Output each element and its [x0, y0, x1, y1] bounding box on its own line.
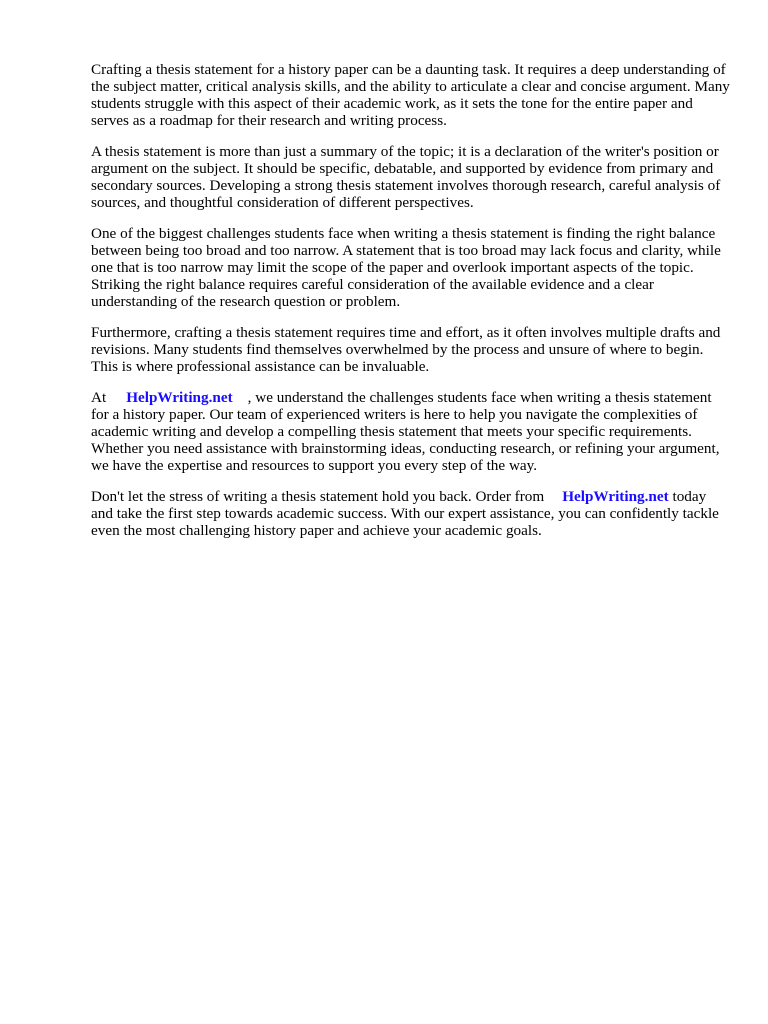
helpwriting-link[interactable]: HelpWriting.net: [126, 389, 233, 406]
paragraph-service-lead: At: [91, 389, 107, 406]
paragraph-challenges: One of the biggest challenges students face when writing a thesis statement is finding the right balance between being too broad and too narrow. A statement that is too broad may lack focus and clarity, while one that is too narrow may limit the scope of the paper and overlook important aspects of the topic. Striking the right balance requires careful consideration of the available evidence and a clear understanding of the research question or problem.: [91, 225, 721, 310]
paragraph-intro: Crafting a thesis statement for a history paper can be a daunting task. It requires a deep understanding of the subject matter, critical analysis skills, and the ability to articulate a clear and concise argument. Many students struggle with this aspect of their academic work, as it sets the tone for the entire paper and serves as a roadmap for their research and writing process.: [91, 61, 730, 129]
paragraph-cta-lead: Don't let the stress of writing a thesis statement hold you back. Order from: [91, 488, 545, 505]
helpwriting-order-link[interactable]: HelpWriting.net: [562, 488, 669, 505]
paragraph-thesis-definition: A thesis statement is more than just a summary of the topic; it is a declaration of the writer's position or argument on the subject. It should be specific, debatable, and supported by evidence from primary and secondary sources. Developing a strong thesis statement involves thorough research, careful analysis of sources, and thoughtful consideration of different perspectives.: [91, 143, 721, 211]
paragraph-cta-rest: today and take the first step towards academic success. With our expert assistance, you can confidently tackle even the most challenging history paper and achieve your academic goals.: [91, 488, 719, 539]
paragraph-call-to-action: [91, 488, 731, 539]
paragraph-service-rest: , we understand the challenges students face when writing a thesis statement for a history paper. Our team of experienced writers is here to help you navigate the complexities of academic writing and develop a compelling thesis statement that meets your specific requirements. Whether you need assistance with brainstorming ideas, conducting research, or refining your argument, we have the expertise and resources to support you every step of the way.: [91, 389, 720, 474]
document-body: [91, 61, 731, 553]
paragraph-service: [91, 389, 731, 474]
paragraph-effort: Furthermore, crafting a thesis statement requires time and effort, as it often involves multiple drafts and revisions. Many students find themselves overwhelmed by the process and unsure of where to begin. This is where professional assistance can be invaluable.: [91, 324, 721, 375]
